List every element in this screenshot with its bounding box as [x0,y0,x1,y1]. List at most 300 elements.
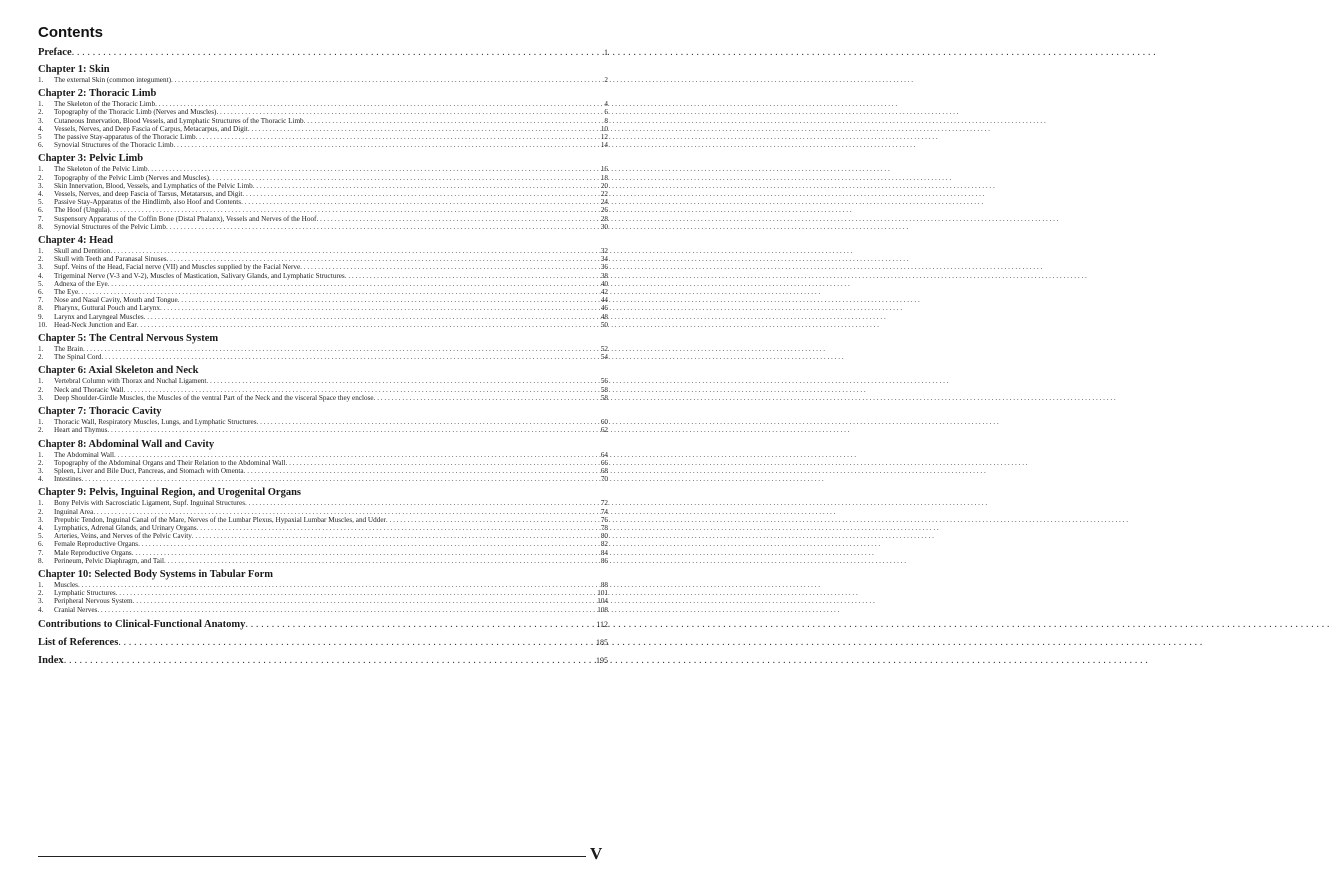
entry-page: 64 [600,450,608,459]
chapter-heading[interactable]: Chapter 5: The Central Nervous System [38,333,219,345]
entry-text [38,524,197,532]
entry-label: Male Reproductive Organs [54,548,132,557]
toc-entry[interactable] [38,117,608,125]
entry-page: 22 [600,190,608,199]
toc-entry[interactable] [38,459,608,467]
entry-page: 72 [600,499,608,508]
dot-leader [78,288,566,296]
entry-page: 195 [596,655,608,665]
entry-page: 68 [600,466,608,475]
dot-leader [64,654,566,668]
dot-leader [242,190,566,198]
toc-entry[interactable] [38,549,608,557]
entry-label: Neck and Thoracic Wall [54,385,124,394]
toc-entry[interactable] [38,190,608,198]
toc-entry[interactable] [38,296,608,304]
entry-label: The Hoof (Ungula) [54,206,110,215]
entry-text [38,255,167,263]
page-title: Contents [38,24,103,41]
entry-label: Muscles [54,580,78,589]
dot-leader [196,133,566,141]
entry-number: 5. [38,279,44,288]
entry-number: 1. [38,377,44,386]
entry-label: Supf. Veins of the Head, Facial nerve (VII) and Muscles supplied by the Facial Nerve [54,263,301,272]
toc-entry[interactable] [38,215,608,223]
entry-page: 66 [600,458,608,467]
entry-text [38,386,124,394]
entry-label: The Skeleton of the Pelvic Limb [54,165,148,174]
entry-label: Skin Innervation, Blood, Vessels, and Lymphatics of the Pelvic Limb [54,181,253,190]
dot-leader [118,636,566,650]
entry-label: Spleen, Liver and Bile Duct, Pancreas, and Stomach with Omenta [54,466,244,475]
dot-leader [316,215,566,223]
entry-text [38,76,171,84]
toc-entry[interactable] [38,394,608,402]
entry-page: 58 [600,385,608,394]
toc-entry[interactable] [38,451,608,459]
entry-page: 80 [600,532,608,541]
entry-page: 24 [600,198,608,207]
toc-entry[interactable] [38,418,608,426]
entry-label: Lymphatic Structures [54,589,116,598]
entry-text [38,606,97,614]
entry-label: Bony Pelvis with Sacrosciatic Ligament, Supf. Inguinal Structures [54,499,246,508]
entry-label: Deep Shoulder-Girdle Muscles, the Muscles of the ventral Part of the Neck and the visceral Space they enclose [54,393,374,402]
entry-label: Head-Neck Junction and Ear [54,320,137,329]
entry-text [38,540,138,548]
dot-leader [244,467,566,475]
toc-entry[interactable] [38,247,608,255]
toc-entry[interactable] [38,540,608,548]
entry-page: 34 [600,255,608,264]
chapter-section [38,63,608,84]
entry-text [38,117,304,125]
dot-leader [386,516,566,524]
entry-page: 1 [604,48,608,57]
toc-entry[interactable] [38,174,608,182]
entry-number: 8. [38,556,44,565]
toc-entry[interactable] [38,467,608,475]
entry-page: 16 [600,165,608,174]
entry-number: 4. [38,271,44,280]
entry-label: Skull and Dentition [54,247,111,256]
dot-leader [110,206,567,214]
entry-page: 36 [600,263,608,272]
dot-leader [257,418,567,426]
entry-number: 3. [38,466,44,475]
entry-number: 2. [38,385,44,394]
entry-page: 84 [600,548,608,557]
entry-page: 8 [604,116,608,125]
chapter-section [38,234,608,329]
toc-entry[interactable] [38,386,608,394]
entry-label: Vessels, Nerves, and deep Fascia of Tarsus, Metatarsus, and Digit [54,190,243,199]
entry-label: Synovial Structures of the Pelvic Limb [54,222,166,231]
entry-label: Perineum, Pelvic Diaphragm, and Tail [54,556,164,565]
entry-number: 3. [38,116,44,125]
entry-label: Thoracic Wall, Respiratory Muscles, Lungs, and Lymphatic Structures [54,418,257,427]
entry-text [38,141,173,149]
entry-page: 4 [604,100,608,109]
entry-label: List of References [38,636,119,648]
entry-number: 2. [38,353,44,362]
dot-leader [124,386,566,394]
toc-entry[interactable] [38,557,608,565]
entry-label: The passive Stay-apparatus of the Thoracic Limb [54,133,196,142]
entry-text [38,174,209,182]
dot-leader [206,377,566,385]
entry-text [38,557,164,565]
entry-number: 8. [38,222,44,231]
entry-number: 2. [38,173,44,182]
entry-page: 6 [604,108,608,117]
entry-label: Cutaneous Innervation, Blood Vessels, and Lymphatic Structures of the Thoracic Limb [54,116,304,125]
dot-leader [166,223,566,231]
entry-number: 9. [38,312,44,321]
toc-entry[interactable] [38,516,608,524]
dot-leader [78,581,566,589]
dot-leader [114,451,566,459]
entry-text [38,418,257,426]
entry-number: 4. [38,523,44,532]
entry-label: Suspensory Apparatus of the Coffin Bone (Distal Phalanx), Vessels and Nerves of the Hoof [54,214,317,223]
entry-number: 10. [38,320,47,329]
entry-number: 7. [38,296,44,305]
entry-text [38,508,93,516]
entry-page: 60 [600,418,608,427]
entry-page: 78 [600,523,608,532]
entry-page: 82 [600,540,608,549]
entry-page: 48 [600,312,608,321]
entry-page: 12 [600,133,608,142]
chapter-heading[interactable]: Chapter 1: Skin [38,64,110,75]
entry-label: Prepubic Tendon, Inguinal Canal of the Mare, Nerves of the Lumbar Plexus, Hypaxial Lumbar Muscles, and Udder [54,515,386,524]
entry-number: 2. [38,507,44,516]
dot-leader [178,296,566,304]
entry-label: The Skeleton of the Thoracic Limb [54,100,156,109]
entry-page: 101 [597,589,608,598]
dot-leader [148,165,566,173]
entry-number: 4. [38,475,44,484]
entry-page: 28 [600,214,608,223]
chapter-list [38,63,608,614]
dot-leader [108,280,566,288]
entry-number: 3. [38,515,44,524]
entry-page: 62 [600,426,608,435]
entry-text [38,263,300,271]
toc-entry[interactable] [38,377,608,385]
toc-entry[interactable] [38,125,608,133]
toc-entry[interactable] [38,165,608,173]
dot-leader [83,345,566,353]
entry-text [38,165,148,173]
entry-page: 108 [597,605,608,614]
toc-entry[interactable] [38,508,608,516]
entry-text [38,516,386,524]
chapter-heading[interactable]: Chapter 9: Pelvis, Inguinal Region, and Urogenital Organs [38,487,302,499]
toc-entry[interactable] [38,597,608,605]
dot-leader [304,117,566,125]
chapter-heading[interactable]: Chapter 7: Thoracic Cavity [38,406,162,418]
entry-text [38,108,216,116]
entry-label: Inguinal Area [54,507,94,516]
entry-number: 6. [38,141,44,150]
back-matter-list [38,618,608,668]
entry-page: 74 [600,507,608,516]
entry-number: 1. [38,580,44,589]
toc-entry[interactable] [38,141,608,149]
dot-leader [300,263,566,271]
entry-page: 76 [600,515,608,524]
dot-leader [155,100,566,108]
toc-entry[interactable] [38,589,608,597]
chapter-section [38,152,608,231]
entry-text [38,321,137,329]
entry-text [38,549,132,557]
toc-entry[interactable] [38,499,608,507]
entry-text [38,313,144,321]
toc-entry[interactable] [38,475,608,483]
entry-number: 5 [38,133,42,142]
entry-page: 26 [600,206,608,215]
entry-text [38,133,196,141]
entry-number: 1. [38,100,44,109]
entry-label: Topography of the Abdominal Organs and Their Relation to the Abdominal Wall [54,458,286,467]
dot-leader [93,508,566,516]
entry-label: The Spinal Cord [54,353,102,362]
entry-number: 2. [38,458,44,467]
toc-entry[interactable] [38,304,608,312]
dot-leader [245,618,566,632]
entry-number: 2. [38,589,44,598]
entry-page: 104 [597,597,608,606]
entry-number: 2. [38,108,44,117]
toc-entry-preface[interactable] [38,46,608,60]
entry-number: 7. [38,214,44,223]
toc-entry[interactable] [38,606,608,614]
entry-text [38,377,206,385]
entry-page: 44 [600,296,608,305]
chapter-section [38,405,608,434]
chapter-heading[interactable]: Chapter 3: Pelvic Limb [38,153,144,165]
entry-page: 30 [600,222,608,231]
entry-label: Nose and Nasal Cavity, Mouth and Tongue [54,296,178,305]
entry-number: 1. [38,499,44,508]
chapter-heading[interactable]: Chapter 4: Head [38,235,114,247]
toc-entry[interactable] [38,76,608,84]
entry-text [38,353,102,361]
dot-leader [173,141,566,149]
entry-label: Trigeminal Nerve (V-3 and V-2), Muscles of Mastication, Salivary Glands, and Lymphatic Structures [54,271,345,280]
entry-label: Passive Stay-Apparatus of the Hindlimb, also Hoof and Contents [54,198,242,207]
toc-entry[interactable] [38,313,608,321]
dot-leader [132,549,566,557]
dot-leader [160,304,566,312]
entry-page: 56 [600,377,608,386]
entry-number: 1. [38,165,44,174]
toc-entry[interactable] [38,206,608,214]
entry-label: Adnexa of the Eye [54,279,108,288]
entry-number: 6. [38,540,44,549]
entry-label: Peripheral Nervous System [54,597,133,606]
entry-text [38,345,83,353]
entry-page: 40 [600,279,608,288]
entry-label: Vertebral Column with Thorax and Nuchal Ligament [54,377,207,386]
entry-label: The Abdominal Wall [54,450,114,459]
toc-entry[interactable] [38,272,608,280]
toc-entry-back-matter[interactable] [38,654,608,668]
entry-text [38,206,110,214]
entry-label: Lymphatics, Adrenal Glands, and Urinary Organs [54,523,197,532]
entry-page: 58 [600,393,608,402]
entry-text [38,304,160,312]
entry-number: 4. [38,605,44,614]
dot-leader [97,606,566,614]
toc-entry[interactable] [38,108,608,116]
toc-entry-back-matter[interactable] [38,618,608,632]
chapter-heading[interactable]: Chapter 2: Thoracic Limb [38,88,157,100]
toc-entry[interactable] [38,223,608,231]
dot-leader [209,174,566,182]
dot-leader [107,426,566,434]
entry-text [38,182,253,190]
entry-number: 4. [38,190,44,199]
entry-number: 3. [38,263,44,272]
chapter-section [38,364,608,402]
table-of-contents [38,24,608,668]
entry-page: 54 [600,353,608,362]
dot-leader [110,247,566,255]
chapter-section [38,486,608,565]
entry-text [38,100,155,108]
entry-number: 3. [38,597,44,606]
entry-page: 38 [600,271,608,280]
toc-entry[interactable] [38,280,608,288]
chapter-section [38,87,608,149]
toc-entry[interactable] [38,426,608,434]
toc-entry[interactable] [38,198,608,206]
entry-label: Heart and Thymus [54,426,108,435]
entry-page: 14 [600,141,608,150]
dot-leader [245,499,566,507]
entry-text [38,467,244,475]
page-number: V [590,844,603,863]
entry-text [38,394,374,402]
entry-label: Synovial Structures of the Thoracic Limb [54,141,174,150]
entry-number: 6. [38,206,44,215]
entry-text [38,589,116,597]
entry-label: Arteries, Veins, and Nerves of the Pelvic Cavity [54,532,192,541]
toc-entry-back-matter[interactable] [38,636,608,650]
chapter-section [38,568,608,614]
entry-page: 32 [600,247,608,256]
chapter-heading[interactable]: Chapter 10: Selected Body Systems in Tabular Form [38,568,273,580]
entry-label: Vessels, Nerves, and Deep Fascia of Carpus, Metacarpus, and Digit [54,124,248,133]
entry-number: 6. [38,288,44,297]
toc-entry[interactable] [38,581,608,589]
entry-text [38,272,345,280]
toc-entry[interactable] [38,353,608,361]
entry-label: Topography of the Thoracic Limb (Nerves and Muscles) [54,108,217,117]
entry-label: Skull with Teeth and Paranasal Sinuses [54,255,167,264]
dot-leader [192,532,566,540]
entry-text [38,125,248,133]
dot-leader [345,272,566,280]
entry-number: 3. [38,181,44,190]
entry-text [38,532,192,540]
toc-entry[interactable] [38,345,608,353]
dot-leader [216,108,566,116]
entry-page: 88 [600,580,608,589]
dot-leader [116,589,566,597]
entry-number: 1. [38,450,44,459]
entry-text [38,198,241,206]
entry-text [38,451,114,459]
entry-page: 86 [600,556,608,565]
entry-label: Contributions to Clinical-Functional Anatomy [38,618,246,630]
entry-text [38,499,245,507]
toc-entry[interactable] [38,255,608,263]
entry-text [38,459,285,467]
dot-leader [137,321,566,329]
chapter-heading[interactable]: Chapter 6: Axial Skeleton and Neck [38,365,199,377]
entry-page: 20 [600,181,608,190]
dot-leader [197,524,566,532]
entry-text [38,426,107,434]
toc-entry[interactable] [38,288,608,296]
entry-label: Cranial Nerves [54,605,98,614]
entry-number: 2. [38,426,44,435]
entry-number: 1. [38,247,44,256]
entry-number: 7. [38,548,44,557]
entry-page: 18 [600,173,608,182]
entry-label: The Brain [54,345,83,354]
entry-page: 10 [600,124,608,133]
entry-label: The external Skin (common integument) [54,76,171,84]
toc-entry[interactable] [38,321,608,329]
entry-text [38,597,133,605]
entry-number: 8. [38,304,44,313]
entry-label: The Eye [54,288,79,297]
entry-label: Index [38,654,64,666]
entry-text [38,475,82,483]
entry-number: 2. [38,255,44,264]
toc-entry[interactable] [38,182,608,190]
entry-label: Female Reproductive Organs [54,540,139,549]
chapter-section [38,438,608,484]
toc-entry[interactable] [38,133,608,141]
toc-entry[interactable] [38,100,608,108]
toc-entry[interactable] [38,524,608,532]
entry-number: 5. [38,532,44,541]
dot-leader [171,76,566,84]
entry-page: 52 [600,345,608,354]
entry-page: 2 [604,76,608,84]
toc-entry[interactable] [38,532,608,540]
toc-entry[interactable] [38,263,608,271]
chapter-heading[interactable]: Chapter 8: Abdominal Wall and Cavity [38,438,215,450]
entry-text [38,247,110,255]
entry-label: Preface [38,47,72,58]
entry-label: Larynx and Laryngeal Muscles [54,312,144,321]
entry-page: 50 [600,320,608,329]
entry-page: 42 [600,288,608,297]
dot-leader [144,313,566,321]
footer-rule [38,856,586,857]
dot-leader [82,475,566,483]
dot-leader [138,540,566,548]
entry-number: 5. [38,198,44,207]
